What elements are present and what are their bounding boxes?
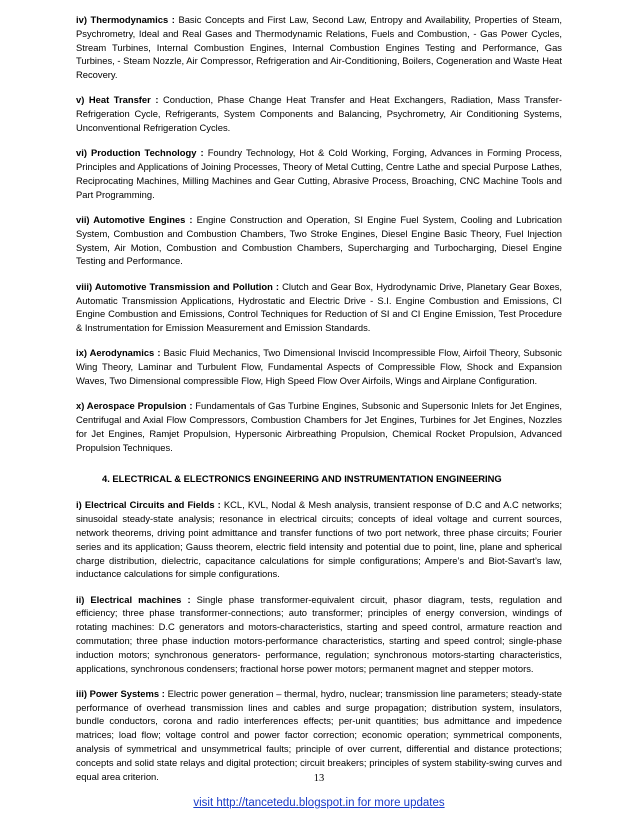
item-heading: iii) Power Systems : [76, 687, 165, 699]
syllabus-item-automotive-transmission [76, 280, 562, 335]
item-text: KCL, KVL, Nodal & Mesh analysis, transient response of D.C and A.C networks; sinusoidal steady-state analysis; resonance in electrical circuits; concepts of ideal voltage and current sources, network theorems, driving point admittance and transfer functions of two port network, three phase circuits; Fourier series and its application; Gauss theorem, electric field intensity and potential due to point, line, plane and spherical charge distribution, dielectric, capacitance calculations for simple configurations; Ampere’s and Biot-Savart’s law, inductance calculations for simple configurations. [76, 499, 562, 580]
syllabus-item-automotive-engines [76, 213, 562, 268]
item-heading: vi) Production Technology : [76, 147, 204, 159]
item-text: Engine Construction and Operation, SI Engine Fuel System, Cooling and Lubrication System, Combustion and Combustion Chambers, Two Stroke Engines, Diesel Engine Basic Theory, Fuel Injection System, Air Motion, Combustion and Combustion Chambers, Supercharging and Turbocharging, Diesel Engine Testing and Performance. [76, 214, 562, 267]
item-heading: viii) Automotive Transmission and Pollution : [76, 280, 280, 292]
item-text: Conduction, Phase Change Heat Transfer and Heat Exchangers, Radiation, Mass Transfer- Refrigeration Cycle, Refrigerants, System Components and Balancing, Psychrometry, Air Conditioning Systems, Unconventional Refrigeration Cycles. [76, 94, 562, 134]
section-title: 4. ELECTRICAL & ELECTRONICS ENGINEERING AND INSTRUMENTATION ENGINEERING [102, 472, 502, 484]
page-number: 13 [313, 773, 325, 784]
item-heading: iv) Thermodynamics : [76, 14, 175, 25]
item-heading: v) Heat Transfer : [76, 94, 159, 106]
syllabus-item-electrical-machines [76, 593, 562, 676]
syllabus-item-production-technology [76, 146, 562, 201]
item-text: Clutch and Gear Box, Hydrodynamic Drive, Planetary Gear Boxes, Automatic Transmission Applications, Hydrostatic and Electric Drive - S.I. Engine Combustion and Emissions, CI Engine Combustion and Emissions, Control Techniques for Reduction of SI and CI Engine Emission, Test Procedure & Instrumentation for Emission Measurement and Emission Standards. [76, 280, 562, 334]
item-heading: vii) Automotive Engines : [76, 214, 193, 226]
document-page [76, 13, 562, 795]
item-heading: i) Electrical Circuits and Fields : [76, 499, 221, 511]
footer-link[interactable]: visit http://tancetedu.blogspot.in for more updates [193, 797, 445, 809]
syllabus-item-aerospace-propulsion [76, 399, 562, 454]
syllabus-item-power-systems [76, 687, 562, 784]
syllabus-item-thermodynamics [76, 13, 562, 82]
syllabus-item-electrical-circuits [76, 498, 562, 581]
item-text: Basic Fluid Mechanics, Two Dimensional Inviscid Incompressible Flow, Airfoil Theory, Subsonic Wing Theory, Laminar and Turbulent Flow, Fundamental Aspects of Compressible Flow, Shock and Expansion Waves, Two Dimensional compressible Flow, High Speed Flow Over Airfoils, Wings and Airplane Configuration. [76, 347, 562, 387]
item-text: Single phase transformer-equivalent circuit, phasor diagram, tests, regulation and efficiency; three phase transformer-connections; auto transformer; principles of energy conversion, windings of rotating machines: D.C generators and motors-characteristics, starting and speed control, armature reaction and commutation; three phase induction motors-performance characteristics, starting and speed control; single-phase induction motors; synchronous generators- performance, regulation; synchronous motors-starting characteristics, applications, synchronous condensers; fractional horse power motors; permanent magnet and stepper motors. [76, 593, 562, 674]
item-heading: ii) Electrical machines : [76, 593, 191, 605]
syllabus-item-aerodynamics [76, 346, 562, 387]
item-text: Electric power generation – thermal, hydro, nuclear; transmission line parameters; steady-state performance of overhead transmission lines and cables and surge propagation; distribution system, insulators, bundle conductors, corona and radio interferences effects; per-unit quantities; bus admittance and impedence matrices; load flow; voltage control and power factor correction; economic operation; symmetrical components, analysis of symmetrical and unsymmetrical faults; principle of over current, differential and distance protections; concepts and solid state relays and digital protection; circuit breakers; principles of system stability-swing curves and equal area criterion. [76, 687, 562, 782]
item-heading: x) Aerospace Propulsion : [76, 400, 193, 412]
item-heading: ix) Aerodynamics : [76, 347, 161, 359]
item-text: Foundry Technology, Hot & Cold Working, Forging, Advances in Forming Process, Principles and Applications of Joining Processes, Theory of Metal Cutting, Centre Lathe and special Purpose Lathes, Reciprocating Machines, Milling Machines and Gear Cutting, Abrasive Process, Broaching, CNC Machine Tools and Part Programming. [76, 147, 563, 200]
item-text: Basic Concepts and First Law, Second Law, Entropy and Availability, Properties of Steam, Psychrometry, Ideal and Real Gases and Thermodynamic Relations, Fuels and Combustion, - Gas Power Cycles, Stream Turbines, Internal Combustion Engines, Internal Combustion Engines Testing and Performance, Gas Turbines, - Steam Nozzle, Air Compressor, Refrigeration and Air-Conditioning, Boilers, Cogeneration and Waste Heat Recovery. [76, 14, 562, 81]
item-text: Fundamentals of Gas Turbine Engines, Subsonic and Supersonic Inlets for Jet Engines, Centrifugal and Axial Flow Compressors, Combustion Chambers for Jet Engines, Turbines for Jet Engines, Nozzles for Jet Engines, Ramjet Propulsion, Hypersonic Airbreathing Propulsion, Chemical Rocket Propulsion, Advanced Propulsion Techniques. [76, 400, 562, 453]
syllabus-item-heat-transfer [76, 93, 562, 134]
